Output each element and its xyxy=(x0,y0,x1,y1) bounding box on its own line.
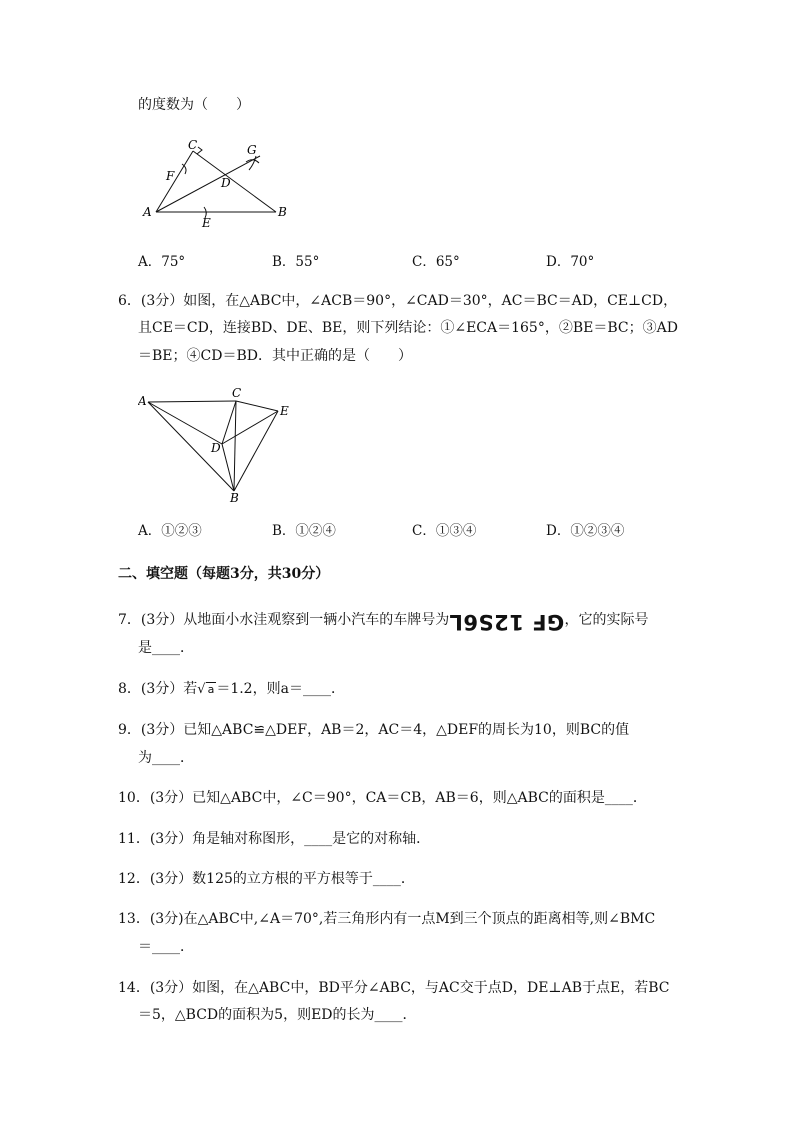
q5-label-E: E xyxy=(202,216,211,230)
q6-option-c: C．①③④ xyxy=(412,523,477,539)
q6-option-a: A．①②③ xyxy=(138,523,202,539)
q6-line-3: ＝BE；④CD＝BD．其中正确的是（ ） xyxy=(138,348,412,364)
q8-text-before: 8．(3分）若 xyxy=(118,681,198,697)
q13-line-2: ＝____． xyxy=(138,939,194,955)
q5-label-B: B xyxy=(278,205,287,219)
q7-line-2: 是____． xyxy=(138,640,194,656)
section-title: 二、填空题（每题3分，共30分） xyxy=(118,566,330,582)
q6-option-d: D．①②③④ xyxy=(546,523,625,539)
q5-stem-tail: 的度数为（ ） xyxy=(138,97,250,113)
q7-license-plate-reflection: GF 12S6L xyxy=(449,610,565,634)
q5-option-b: B．55° xyxy=(272,254,320,270)
q6-label-C: C xyxy=(232,386,242,400)
q5-option-d: D．70° xyxy=(546,254,595,270)
square-root-expression: √ a xyxy=(197,682,215,697)
q6-label-E: E xyxy=(280,404,289,418)
q6-line-1: 6．(3分）如图，在△ABC中，∠ACB＝90°，∠CAD＝30°，AC＝BC＝AD，CE⊥CD， xyxy=(118,293,678,309)
q5-option-a: A．75° xyxy=(138,254,186,270)
q8-text-after: ＝1.2，则a＝____． xyxy=(216,681,345,697)
q6-option-b: B．①②④ xyxy=(272,523,336,539)
q11-line: 11．(3分）角是轴对称图形，____是它的对称轴． xyxy=(118,831,431,847)
q8-radicand: a xyxy=(207,683,215,696)
q12-line: 12．(3分）数125的立方根的平方根等于____． xyxy=(118,871,415,887)
q6-label-B: B xyxy=(230,491,239,504)
q9-line-2: 为____． xyxy=(138,750,194,766)
q5-label-F: F xyxy=(166,169,175,183)
q5-figure xyxy=(138,138,298,233)
q9-line-1: 9．(3分）已知△ABC≌△DEF，AB＝2，AC＝4，△DEF的周长为10，则BC的值 xyxy=(118,722,630,738)
q6-line-2: 且CE＝CD，连接BD、DE、BE，则下列结论：①∠ECA＝165°，②BE＝BC；③AD xyxy=(138,320,678,336)
q6-label-A: A xyxy=(138,394,147,408)
q14-line-2: ＝5，△BCD的面积为5，则ED的长为____． xyxy=(138,1007,417,1023)
q14-line-1: 14．(3分）如图，在△ABC中，BD平分∠ABC，与AC交于点D，DE⊥AB于点E，若BC xyxy=(118,980,670,996)
q5-option-c: C．65° xyxy=(412,254,460,270)
q7-text-before: 7．(3分）从地面小水洼观察到一辆小汽车的车牌号为 xyxy=(118,612,450,628)
q7-text-after: ，它的实际号 xyxy=(564,612,649,628)
q5-label-G: G xyxy=(247,143,257,157)
q6-label-D: D xyxy=(211,441,221,455)
q5-label-A: A xyxy=(143,205,152,219)
q13-line-1: 13．(3分)在△ABC中,∠A＝70°,若三角形内有一点M到三个顶点的距离相等,则∠BMC xyxy=(118,911,656,927)
q10-line: 10．(3分）已知△ABC中，∠C＝90°，CA＝CB，AB＝6，则△ABC的面积是____． xyxy=(118,790,647,806)
q5-label-C: C xyxy=(188,138,198,152)
q6-figure xyxy=(138,384,298,504)
q5-label-D: D xyxy=(221,176,231,190)
q7-line-1 xyxy=(118,610,649,634)
q8-line xyxy=(118,680,345,699)
